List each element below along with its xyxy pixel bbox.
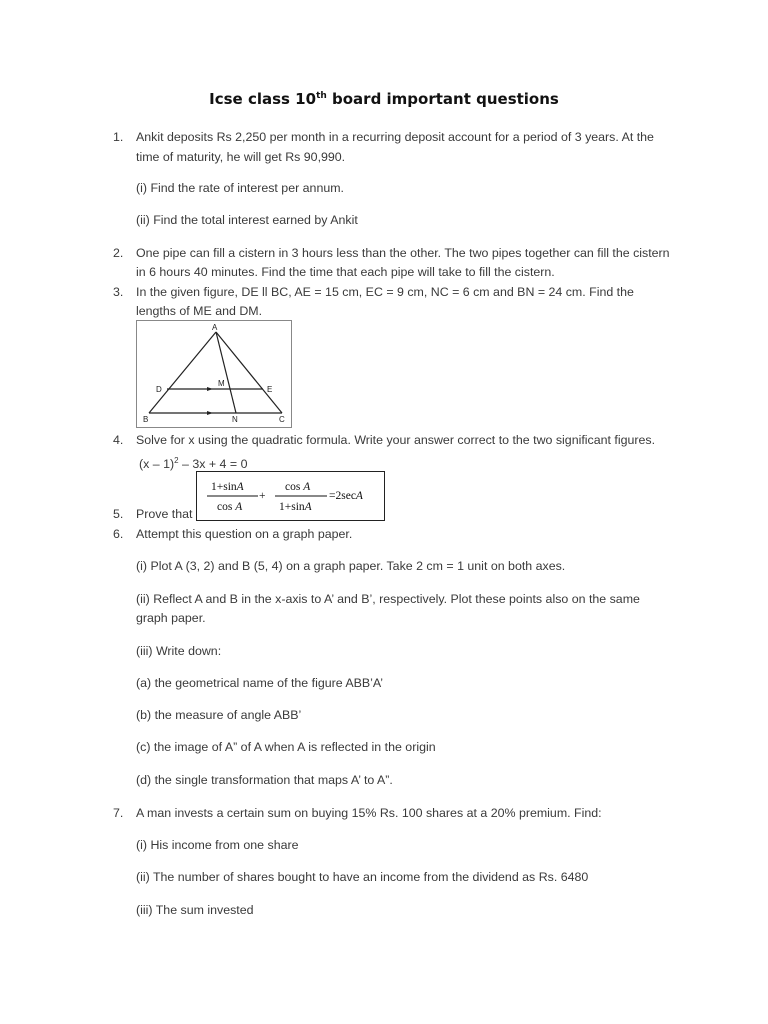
q7-part-ii: (ii) The number of shares bought to have an income from the dividend as Rs. 6480 xyxy=(136,870,589,884)
q3-text-line2: lengths of ME and DM. xyxy=(136,304,263,318)
q1-part-i: (i) Find the rate of interest per annum. xyxy=(136,181,344,195)
q4-text-line1: Solve for x using the quadratic formula. Write your answer correct to the two significant figures. xyxy=(136,433,656,447)
q7-number: 7. xyxy=(113,806,124,820)
q6-part-ii-line1: (ii) Reflect A and B in the x-axis to A’ and B’, respectively. Plot these points also on the same xyxy=(136,592,640,606)
svg-text:1+sinA: 1+sinA xyxy=(279,501,312,513)
q3-number: 3. xyxy=(113,285,124,299)
triangle-figure xyxy=(136,320,292,428)
trig-identity-formula xyxy=(196,471,385,521)
q6-part-a: (a) the geometrical name of the figure ABB’A’ xyxy=(136,676,384,690)
svg-text:cos A: cos A xyxy=(217,501,243,513)
svg-text:+: + xyxy=(259,490,266,502)
q6-part-i: (i) Plot A (3, 2) and B (5, 4) on a graph paper. Take 2 cm = 1 unit on both axes. xyxy=(136,559,566,573)
svg-text:1+sinA: 1+sinA xyxy=(211,481,244,493)
q7-part-i: (i) His income from one share xyxy=(136,838,299,852)
label-b: B xyxy=(143,415,149,424)
svg-text:=2secA: =2secA xyxy=(329,490,363,502)
q6-part-iii: (iii) Write down: xyxy=(136,644,222,658)
label-a: A xyxy=(212,323,218,332)
q7-part-iii: (iii) The sum invested xyxy=(136,903,254,917)
label-c: C xyxy=(279,415,285,424)
q5-number: 5. xyxy=(113,507,124,521)
q1-text-line2: time of maturity, he will get Rs 90,990. xyxy=(136,150,346,164)
q7-text-line1: A man invests a certain sum on buying 15% Rs. 100 shares at a 20% premium. Find: xyxy=(136,806,602,820)
q1-number: 1. xyxy=(113,130,124,144)
label-n: N xyxy=(232,415,238,424)
page-title: Icse class 10th board important questions xyxy=(209,90,559,108)
q4-equation: (x – 1)$^2$ – 3x + 4 = 0 xyxy=(139,456,248,472)
svg-text:cos A: cos A xyxy=(285,481,311,493)
triangle-diagram xyxy=(137,321,291,427)
q2-text-line2: in 6 hours 40 minutes. Find the time that each pipe will take to fill the cistern. xyxy=(136,265,555,279)
q1-text-line1: Ankit deposits Rs 2,250 per month in a recurring deposit account for a period of 3 years. At the xyxy=(136,130,654,144)
label-e: E xyxy=(267,385,273,394)
q4-number: 4. xyxy=(113,433,124,447)
q2-text-line1: One pipe can fill a cistern in 3 hours less than the other. The two pipes together can fill the cistern xyxy=(136,246,670,260)
q6-text-line1: Attempt this question on a graph paper. xyxy=(136,527,353,541)
q1-part-ii: (ii) Find the total interest earned by Ankit xyxy=(136,213,358,227)
q6-part-b: (b) the measure of angle ABB’ xyxy=(136,708,302,722)
q5-text: Prove that xyxy=(136,507,193,521)
q2-number: 2. xyxy=(113,246,124,260)
q6-part-d: (d) the single transformation that maps A’ to A”. xyxy=(136,773,393,787)
q3-text-line1: In the given figure, DE ll BC, AE = 15 cm, EC = 9 cm, NC = 6 cm and BN = 24 cm. Find the xyxy=(136,285,634,299)
q6-number: 6. xyxy=(113,527,124,541)
q6-part-c: (c) the image of A” of A when A is reflected in the origin xyxy=(136,740,436,754)
label-d: D xyxy=(156,385,162,394)
label-m: M xyxy=(218,379,225,388)
q6-part-ii-line2: graph paper. xyxy=(136,611,206,625)
formula-graphic xyxy=(197,472,384,520)
